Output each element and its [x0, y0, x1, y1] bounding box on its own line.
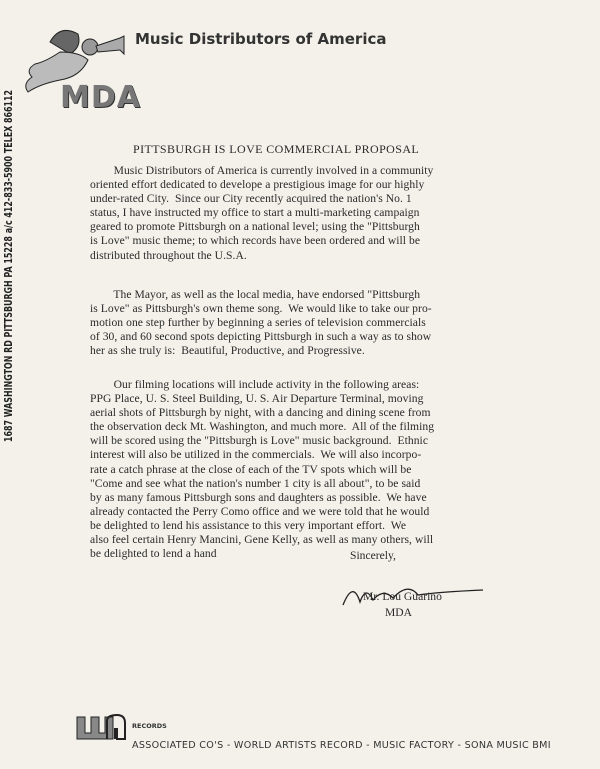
signer-name: Mr. Lou Guarino: [363, 590, 442, 603]
text-line: be delighted to lend a hand: [90, 547, 217, 561]
mda-logo: MDA: [60, 80, 141, 115]
text-line: her as she truly is: Beautiful, Productive, and Progressive.: [90, 344, 365, 358]
text-line: also feel certain Henry Mancini, Gene Kelly, as well as many others, will: [90, 533, 434, 547]
text-line: "Come and see what the nation's number 1 city is all about", to be said: [90, 476, 421, 490]
records-label: RECORDS: [132, 722, 167, 730]
paragraph-3: [90, 378, 434, 561]
text-line: under-rated City. Since our City recently acquired the nation's No. 1: [90, 192, 412, 206]
text-line: rate a catch phrase at the close of each of the TV spots which will be: [90, 462, 412, 476]
text-line: The Mayor, as well as the local media, have endorsed "Pittsburgh: [90, 288, 421, 301]
text-line: aerial shots of Pittsburgh by night, with a dancing and dining scene from: [90, 406, 431, 420]
closing: Sincerely,: [350, 549, 396, 562]
wa-records-logo-icon: [75, 713, 127, 743]
paragraph-1: [90, 164, 433, 263]
company-name: Music Distributors of America: [135, 30, 387, 48]
text-line: geared to promote Pittsburgh on a national level; using the "Pittsburgh: [90, 220, 420, 234]
text-line: be delighted to lend his assistance to this very important effort. We: [90, 518, 407, 532]
text-line: by as many famous Pittsburgh sons and daughters as possible. We have: [90, 490, 427, 504]
text-line: Our filming locations will include activity in the following areas:: [90, 378, 420, 391]
text-line: Music Distributors of America is currently involved in a community: [90, 164, 434, 177]
text-line: already contacted the Perry Como office and we were told that he would: [90, 504, 430, 518]
text-line: the observation deck Mt. Washington, and much more. All of the filming: [90, 420, 435, 434]
text-line: will be scored using the "Pittsburgh is Love" music background. Ethnic: [90, 434, 429, 448]
text-line: PPG Place, U. S. Steel Building, U. S. Air Departure Terminal, moving: [90, 392, 424, 406]
text-line: distributed throughout the U.S.A.: [90, 248, 247, 262]
address-line: 1687 WASHINGTON RD PITTSBURGH PA 15228 a/c 412-833-5900 TELEX 866112: [2, 89, 15, 442]
document-title: PITTSBURGH IS LOVE COMMERCIAL PROPOSAL: [133, 142, 420, 156]
text-line: of 30, and 60 second spots depicting Pittsburgh in such a way as to show: [90, 330, 432, 344]
text-line: status, I have instructed my office to start a multi-marketing campaign: [90, 206, 420, 220]
text-line: motion one step further by beginning a series of television commercials: [90, 316, 426, 330]
text-line: interest will also be utilized in the commercials. We will also incorpo-: [90, 448, 422, 462]
text-line: is Love" music theme; to which records have been ordered and will be: [90, 234, 421, 248]
signer-org: MDA: [385, 606, 413, 619]
text-line: is Love" as Pittsburgh's own theme song. We would like to take our pro-: [90, 302, 432, 316]
associated-companies: ASSOCIATED CO'S - WORLD ARTISTS RECORD - MUSIC FACTORY - SONA MUSIC BMI: [132, 740, 551, 751]
text-line: oriented effort dedicated to develope a prestigious image for our highly: [90, 178, 425, 192]
paragraph-2: [90, 288, 432, 358]
